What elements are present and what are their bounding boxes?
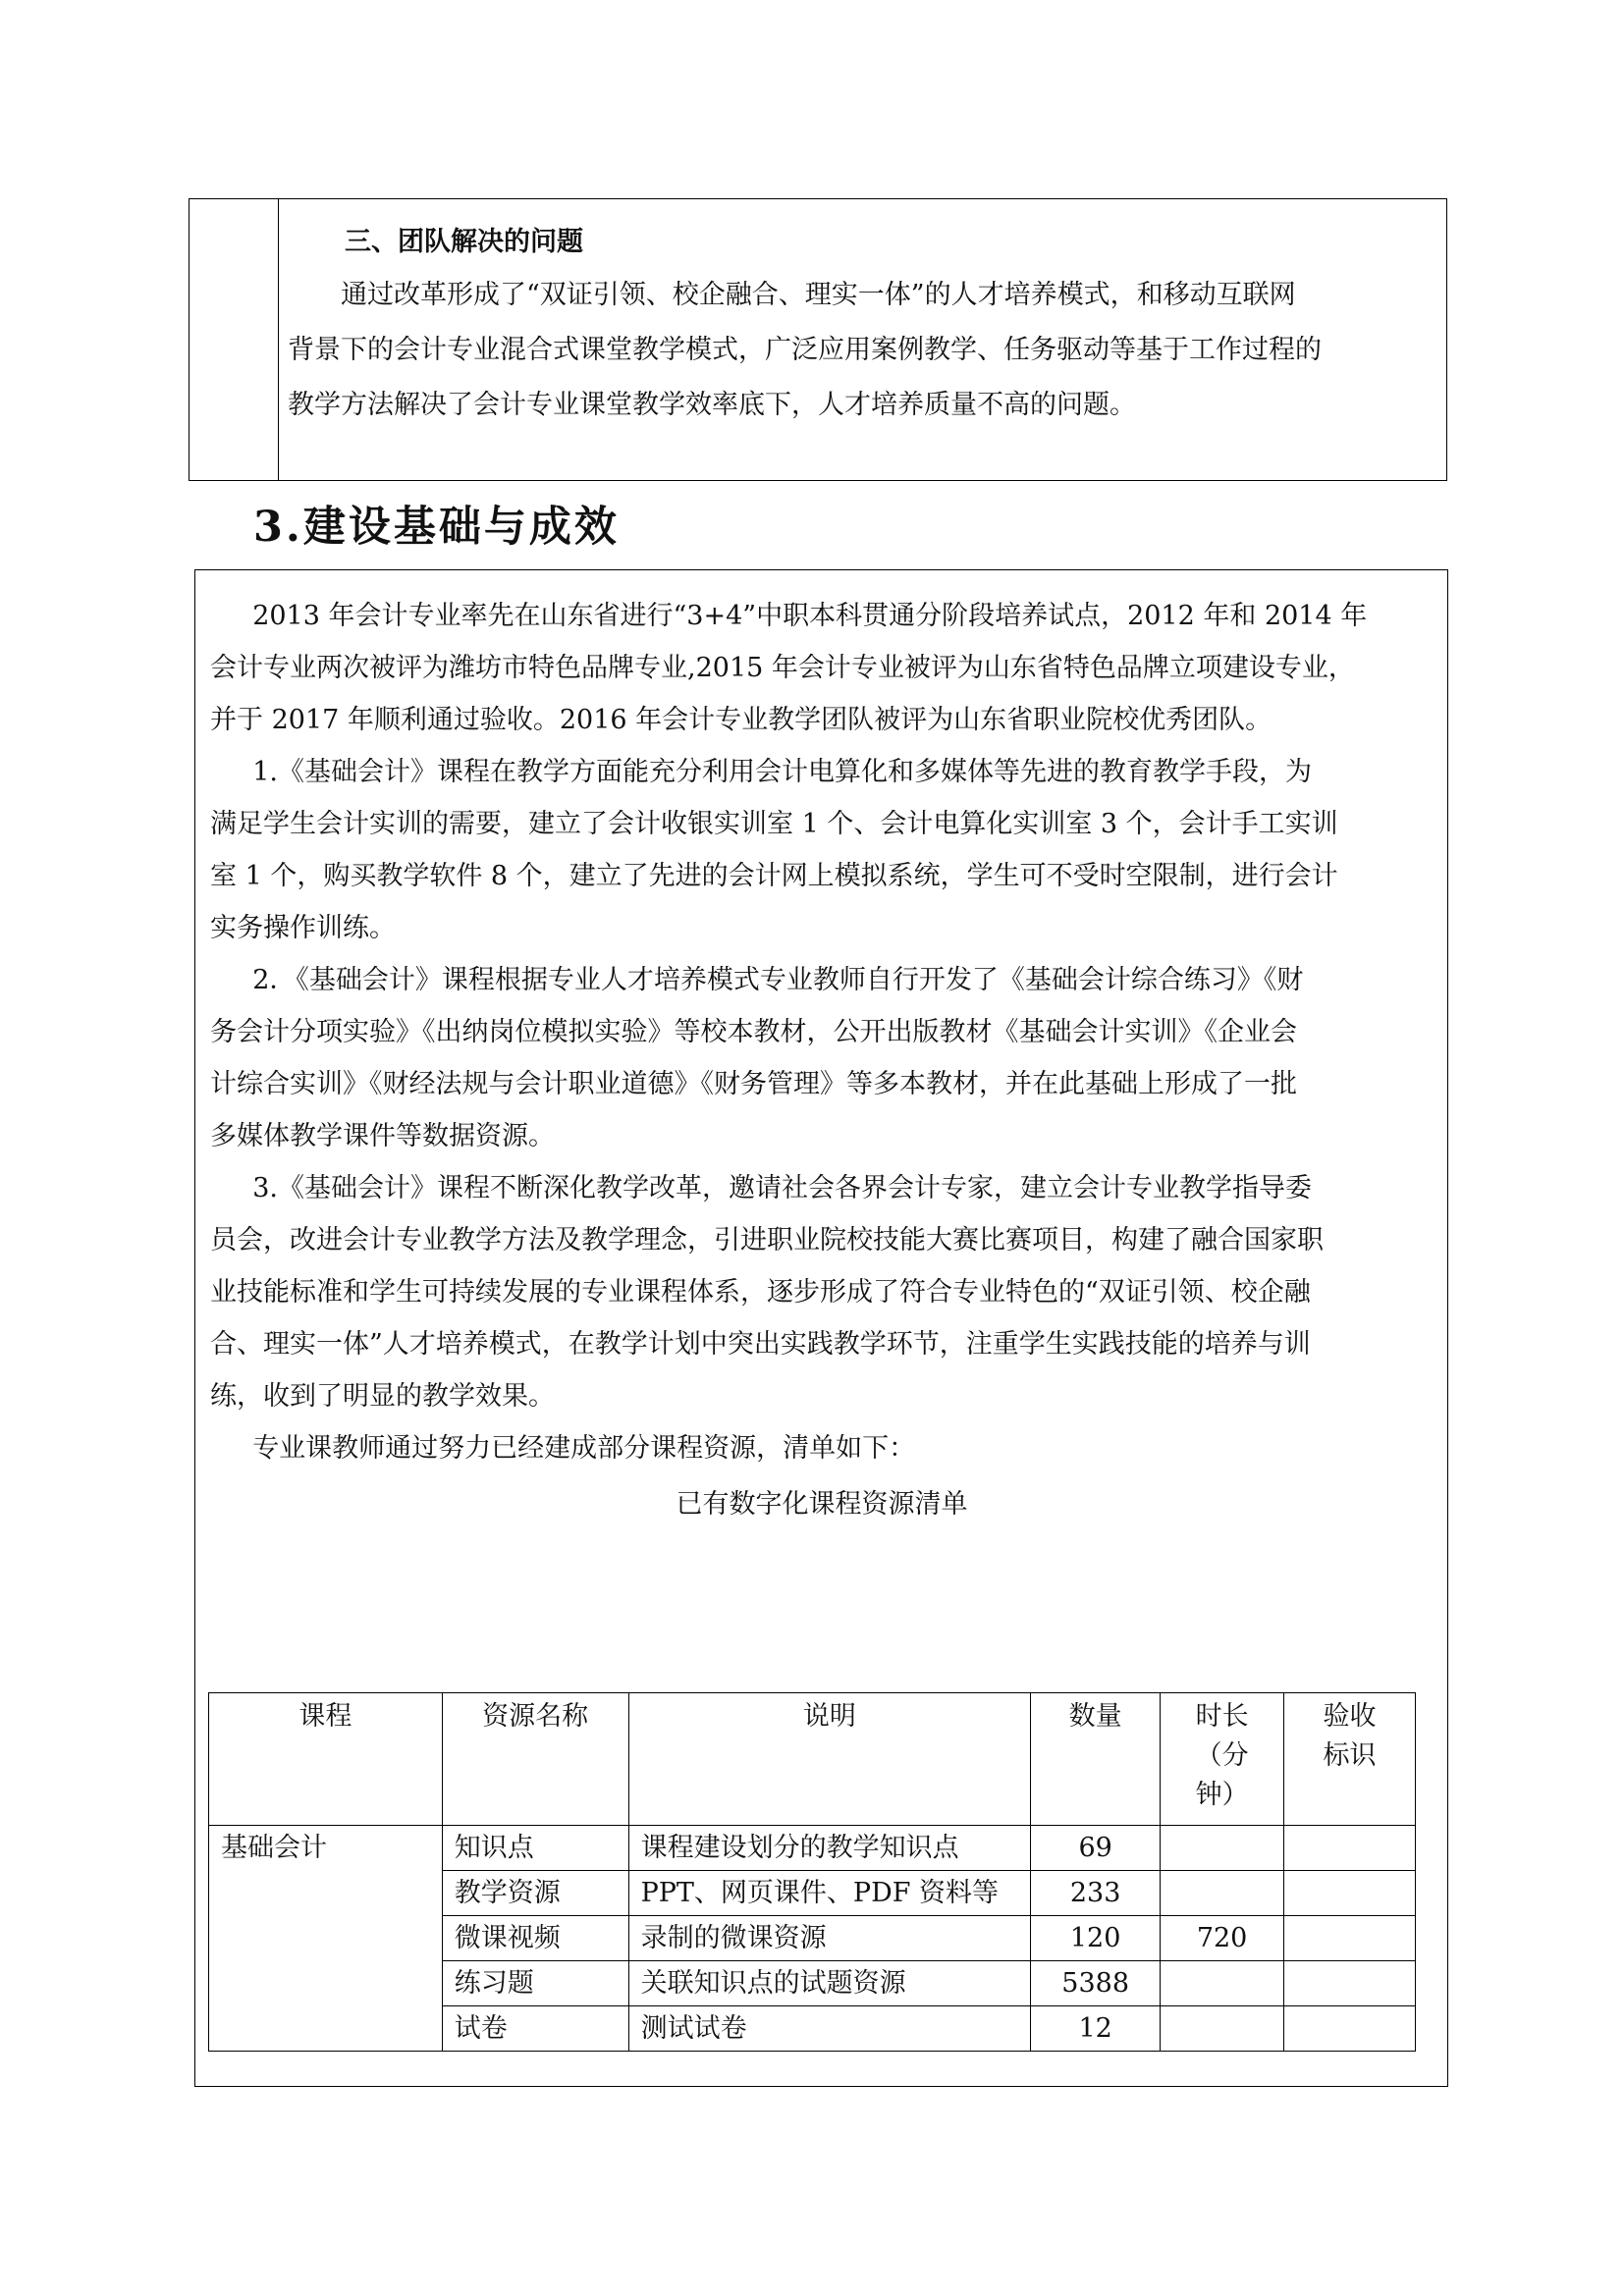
- resource-accept-cell: [1284, 1871, 1416, 1916]
- team-section-line: 通过改革形成了“双证引领、校企融合、理实一体”的人才培养模式，和移动互联网: [341, 280, 1296, 310]
- header-duration-line: 钟）: [1195, 1780, 1249, 1810]
- item2-line: 计综合实训》《财经法规与会计职业道德》《财务管理》等多本教材，并在此基础上形成了一批: [210, 1069, 1297, 1099]
- team-section-heading: 三、团队解决的问题: [345, 227, 583, 257]
- item2-line: 多媒体教学课件等数据资源。: [210, 1121, 555, 1151]
- resource-name-cell: 教学资源: [442, 1871, 628, 1916]
- intro-line: 会计专业两次被评为潍坊市特色品牌专业,2015 年会计专业被评为山东省特色品牌立项建设专业，: [210, 653, 1355, 683]
- table-row: [209, 1826, 1416, 1871]
- item1-line: 满足学生会计实训的需要，建立了会计收银实训室 1 个、会计电算化实训室 3 个，会计手工实训: [210, 809, 1338, 839]
- resource-name-cell: 知识点: [442, 1826, 628, 1871]
- resource-accept-cell: [1284, 1826, 1416, 1871]
- resource-table: [208, 1692, 1416, 2052]
- resource-duration-cell: [1161, 1961, 1284, 2006]
- header-duration-line: 时长: [1195, 1701, 1249, 1732]
- resource-accept-cell: [1284, 2006, 1416, 2052]
- resource-desc-cell: 关联知识点的试题资源: [628, 1961, 1031, 2006]
- team-section-content: [288, 217, 1436, 433]
- item2-line: 2．《基础会计》课程根据专业人才培养模式专业教师自行开发了《基础会计综合练习》《财: [252, 965, 1304, 995]
- foundation-content: [210, 590, 1434, 1530]
- table-header-row: [209, 1693, 1416, 1826]
- item3-line: 合、理实一体”人才培养模式，在教学计划中突出实践教学环节，注重学生实践技能的培养与训: [210, 1329, 1311, 1360]
- foundation-box: [194, 569, 1448, 2087]
- resource-accept-cell: [1284, 1961, 1416, 2006]
- header-accept-line: 标识: [1323, 1740, 1377, 1771]
- resource-name-cell: 练习题: [442, 1961, 628, 2006]
- resource-intro: 专业课教师通过努力已经建成部分课程资源，清单如下：: [252, 1433, 916, 1464]
- item1-line: 实务操作训练。: [210, 913, 396, 943]
- course-cell: 基础会计: [209, 1826, 443, 2052]
- table-title: 已有数字化课程资源清单: [676, 1489, 968, 1520]
- intro-line: 2013 年会计专业率先在山东省进行“3+4”中职本科贯通分阶段培养试点，2012 年和 2014 年: [252, 601, 1368, 631]
- resource-name-cell: 微课视频: [442, 1916, 628, 1961]
- team-section-line: 背景下的会计专业混合式课堂教学模式，广泛应用案例教学、任务驱动等基于工作过程的: [288, 335, 1322, 365]
- resource-count-cell: 12: [1031, 2006, 1161, 2052]
- item3-line: 业技能标准和学生可持续发展的专业课程体系，逐步形成了符合专业特色的“双证引领、校企融: [210, 1277, 1311, 1308]
- item3-line: 3.《基础会计》课程不断深化教学改革，邀请社会各界会计专家，建立会计专业教学指导委: [252, 1173, 1312, 1203]
- resource-duration-cell: [1161, 1826, 1284, 1871]
- header-accept-line: 验收: [1323, 1701, 1377, 1732]
- header-count: 数量: [1031, 1693, 1161, 1826]
- item3-line: 员会，改进会计专业教学方法及教学理念，引进职业院校技能大赛比赛项目，构建了融合国家职: [210, 1225, 1324, 1255]
- resource-name-cell: 试卷: [442, 2006, 628, 2052]
- resource-count-cell: 120: [1031, 1916, 1161, 1961]
- section-title: 3.建设基础与成效: [253, 503, 620, 552]
- resource-count-cell: 5388: [1031, 1961, 1161, 2006]
- item1-line: 室 1 个，购买教学软件 8 个，建立了先进的会计网上模拟系统，学生可不受时空限制，进行会计: [210, 861, 1338, 891]
- resource-desc-cell: 录制的微课资源: [628, 1916, 1031, 1961]
- resource-count-cell: 69: [1031, 1826, 1161, 1871]
- header-desc: 说明: [628, 1693, 1031, 1826]
- header-name: 资源名称: [442, 1693, 628, 1826]
- header-duration: [1161, 1693, 1284, 1826]
- resource-count-cell: 233: [1031, 1871, 1161, 1916]
- header-course: 课程: [209, 1693, 443, 1826]
- header-accept: [1284, 1693, 1416, 1826]
- resource-duration-cell: 720: [1161, 1916, 1284, 1961]
- team-section-box: [189, 198, 1447, 481]
- column-divider: [278, 199, 279, 480]
- resource-desc-cell: PPT、网页课件、PDF 资料等: [628, 1871, 1031, 1916]
- resource-desc-cell: 测试试卷: [628, 2006, 1031, 2052]
- resource-duration-cell: [1161, 2006, 1284, 2052]
- team-section-line: 教学方法解决了会计专业课堂教学效率底下，人才培养质量不高的问题。: [288, 390, 1136, 420]
- item3-line: 练，收到了明显的教学效果。: [210, 1381, 555, 1412]
- item2-line: 务会计分项实验》《出纳岗位模拟实验》等校本教材，公开出版教材《基础会计实训》《企业会: [210, 1017, 1297, 1047]
- resource-desc-cell: 课程建设划分的教学知识点: [628, 1826, 1031, 1871]
- header-duration-line: （分: [1195, 1740, 1249, 1771]
- resource-duration-cell: [1161, 1871, 1284, 1916]
- item1-line: 1.《基础会计》课程在教学方面能充分利用会计电算化和多媒体等先进的教育教学手段，为: [252, 757, 1312, 787]
- intro-line: 并于 2017 年顺利通过验收。2016 年会计专业教学团队被评为山东省职业院校优秀团队。: [210, 705, 1272, 735]
- resource-accept-cell: [1284, 1916, 1416, 1961]
